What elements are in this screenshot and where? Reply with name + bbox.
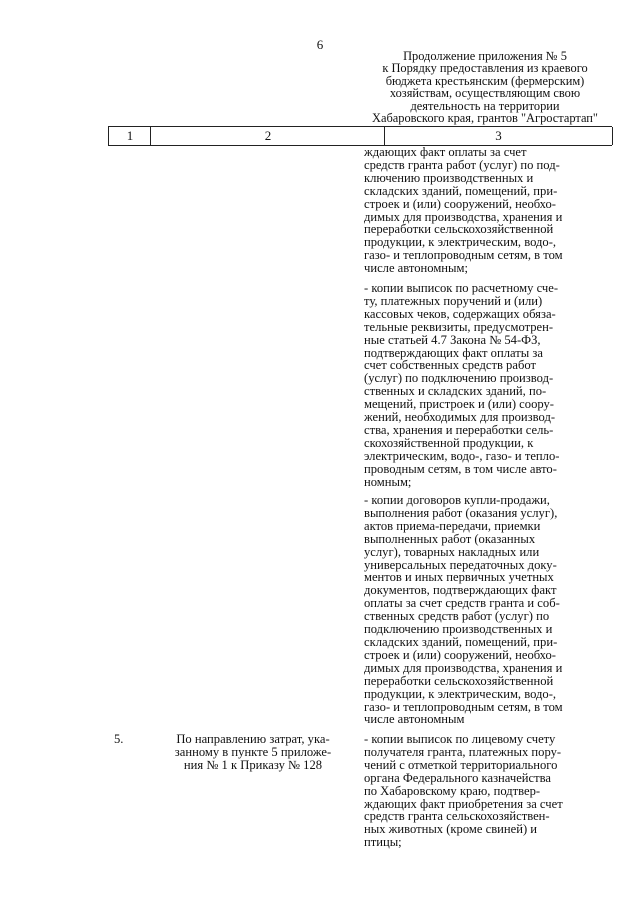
text-line: выполнения работ (оказания услуг), — [364, 505, 558, 520]
text-line: ственных и складских зданий, по- — [364, 384, 547, 399]
text-line: органа Федерального казначейства — [364, 770, 551, 785]
text-line: По направлению затрат, ука- — [176, 732, 330, 746]
text-line: - копии выписок по расчетному сче- — [364, 281, 559, 295]
text-line: ключению производственных и — [364, 170, 534, 185]
text-line: средств гранта работ (услуг) по под- — [364, 157, 560, 172]
text-line: номным; — [364, 474, 412, 489]
text-line: выполненных работ (оказанных — [364, 531, 536, 546]
contracts-copies-paragraph — [364, 494, 612, 726]
text-line: газо- и теплопроводным сетям, в том — [364, 699, 563, 714]
text-line: актов приема-передачи, приемки — [364, 518, 541, 533]
text-line: газо- и теплопроводным сетям, в том — [364, 248, 563, 263]
header-note-line: бюджета крестьянским (фермерским) — [385, 73, 585, 88]
text-line: числе автономным — [364, 712, 465, 727]
text-line: электрическим, водо-, газо- и тепло- — [364, 448, 560, 463]
column-header-2: 2 — [150, 127, 385, 145]
text-line: птицы; — [364, 835, 402, 850]
text-line: жений, необходимых для производ- — [364, 410, 556, 425]
text-line: счет собственных средств работ — [364, 358, 536, 373]
expense-direction-cell — [153, 733, 353, 772]
row-number: 5. — [114, 732, 124, 746]
column-header-3: 3 — [384, 127, 613, 145]
text-line: средств гранта сельскохозяйствен- — [364, 809, 550, 824]
header-note-line: к Порядку предоставления из краевого — [382, 61, 588, 76]
personal-account-statements-paragraph — [364, 733, 612, 849]
text-line: услуг), товарных накладных или — [364, 544, 540, 559]
text-line: подключению производственных и — [364, 622, 553, 637]
text-line: документов, подтверждающих факт — [364, 583, 557, 598]
text-line: складских зданий, помещений, при- — [364, 634, 558, 649]
text-line: ные статьей 4.7 Закона № 54-ФЗ, — [364, 332, 541, 347]
page-number: 6 — [316, 37, 324, 52]
header-note-line: Продолжение приложения № 5 — [403, 49, 567, 63]
text-line: ждающих факт оплаты за счет — [364, 145, 527, 159]
text-line: универсальных передаточных доку- — [364, 557, 557, 572]
text-line: ждающих факт приобретения за счет — [364, 796, 563, 811]
text-line: ния № 1 к Приказу № 128 — [183, 757, 323, 772]
text-line: подтверждающих факт оплаты за — [364, 345, 543, 360]
text-line: ства, хранения и переработки сель- — [364, 422, 554, 437]
text-line: - копии выписок по лицевому счету — [364, 732, 556, 746]
text-line: (услуг) по подключению производ- — [364, 371, 554, 386]
text-line: ственных средств работ (услуг) по — [364, 609, 550, 624]
text-line: строек и (или) сооружений, необхо- — [364, 647, 556, 662]
text-line: димых для производства, хранения и — [364, 209, 563, 224]
text-line: димых для производства, хранения и — [364, 660, 563, 675]
text-line: кассовых чеков, содержащих обяза- — [364, 306, 556, 321]
table-header-row — [108, 126, 612, 146]
text-line: получателя гранта, платежных пору- — [364, 744, 562, 759]
text-line: продукции, к электрическим, водо-, — [364, 235, 557, 250]
text-line: по Хабаровскому краю, подтвер- — [364, 783, 541, 798]
text-line: ту, платежных поручений и (или) — [364, 293, 543, 308]
text-line: оплаты за счет средств гранта и соб- — [364, 596, 560, 611]
text-line: занному в пункте 5 приложе- — [174, 744, 332, 759]
text-line: проводным сетям, в том числе авто- — [364, 461, 557, 476]
text-line: ментов и иных первичных учетных — [364, 570, 554, 585]
appendix-header-note — [358, 50, 612, 124]
text-line: скохозяйственной продукции, к — [364, 435, 534, 450]
text-line: переработки сельскохозяйственной — [364, 222, 554, 237]
account-statements-paragraph — [364, 282, 612, 489]
text-line: складских зданий, помещений, при- — [364, 183, 558, 198]
header-note-line: деятельность на территории — [410, 98, 560, 113]
header-note-line: Хабаровского края, грантов "Агростартап" — [372, 111, 598, 126]
text-line: ных животных (кроме свиней) и — [364, 822, 538, 837]
text-line: - копии договоров купли-продажи, — [364, 493, 550, 507]
header-note-line: хозяйствам, осуществляющим свою — [389, 86, 581, 101]
text-line: переработки сельскохозяйственной — [364, 673, 554, 688]
text-line: мещений, пристроек и (или) соору- — [364, 397, 554, 412]
text-line: строек и (или) сооружений, необхо- — [364, 196, 556, 211]
text-line: продукции, к электрическим, водо-, — [364, 686, 557, 701]
column-header-1: 1 — [108, 127, 151, 145]
text-line: числе автономным; — [364, 261, 468, 276]
text-line: чений с отметкой территориального — [364, 757, 558, 772]
text-line: тельные реквизиты, предусмотрен- — [364, 319, 554, 334]
continuation-paragraph — [364, 146, 612, 275]
